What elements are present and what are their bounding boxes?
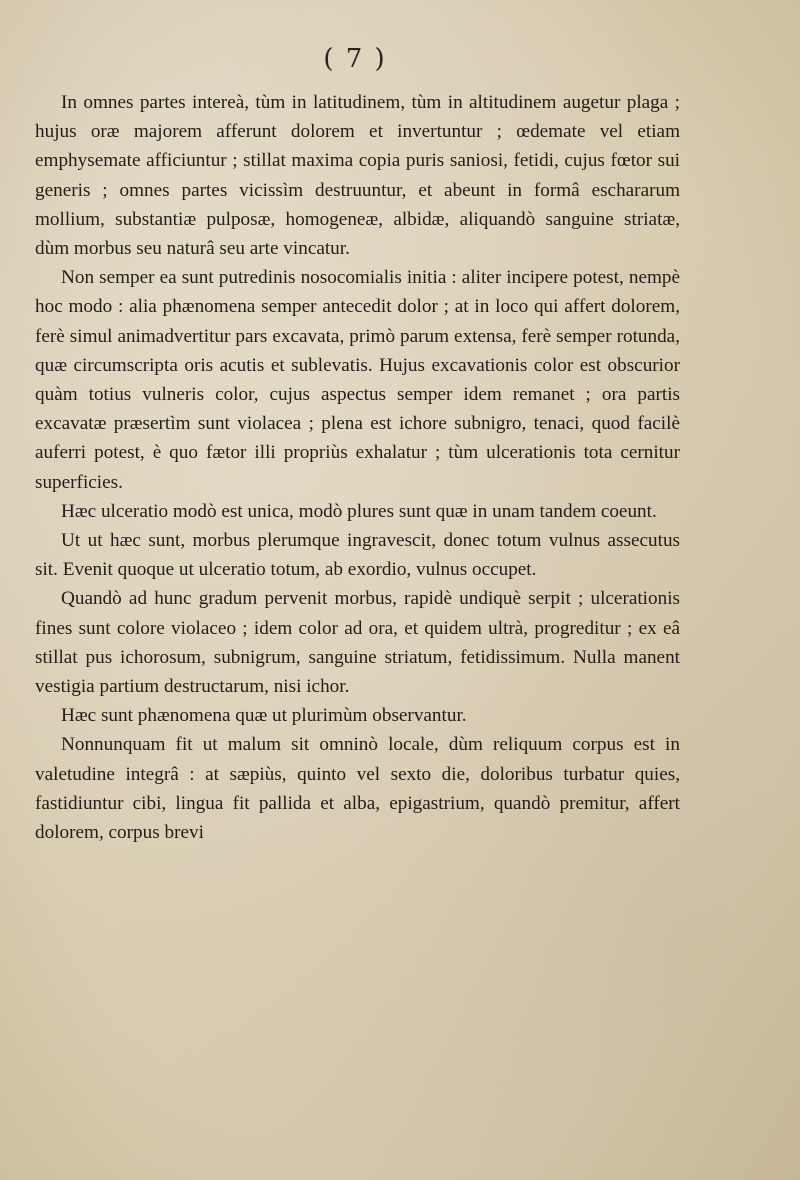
paragraph-4: Ut ut hæc sunt, morbus plerumque ingravescit, donec totum vulnus assecutus sit. Evenit quoque ut ulceratio totum, ab exordio, vulnus occupet. bbox=[35, 530, 680, 581]
paragraph-2: Non semper ea sunt putredinis nosocomialis initia : aliter incipere potest, nempè hoc modo : alia phænomena semper antecedit dolor ; at in loco qui affert dolorem, ferè simul animadvertitur pars excavata, primò parum extensa, ferè semper rotunda, quæ circumscripta oris acutis et sublevatis. Hujus excavationis color est obscurior quàm totius vulneris color, cujus aspectus semper idem remanet ; ora partis excavatæ præsertìm sunt violacea ; plena est ichore subnigro, tenaci, quod facilè auferri potest, è quo fætor illi propriùs exhalatur ; tùm ulcerationis tota cernitur superficies. bbox=[35, 267, 680, 493]
paragraph-6: Hæc sunt phænomena quæ ut plurimùm observantur. bbox=[61, 705, 467, 727]
paragraph-7: Nonnunquam fit ut malum sit omninò locale, dùm reliquum corpus est in valetudine integrâ : at sæpiùs, quinto vel sexto die, doloribus turbatur quies, fastidiuntur cibi, lingua fit pallida et alba, epigastrium, quandò premitur, affert dolorem, corpus brevi bbox=[35, 734, 680, 844]
page-number: ( 7 ) bbox=[323, 44, 387, 74]
body-text bbox=[35, 88, 680, 847]
paragraph-5: Quandò ad hunc gradum pervenit morbus, rapidè undiquè serpit ; ulcerationis fines sunt colore violaceo ; idem color ad ora, et quidem ultrà, progreditur ; ex eâ stillat pus ichorosum, subnigrum, sanguine striatum, fetidissimum. Nulla manent vestigia partium destructarum, nisi ichor. bbox=[35, 588, 680, 698]
paragraph-3: Hæc ulceratio modò est unica, modò plures sunt quæ in unam tandem coeunt. bbox=[61, 500, 657, 522]
paragraph-1: In omnes partes intereà, tùm in latitudinem, tùm in altitudinem augetur plaga ; hujus oræ majorem afferunt dolorem et invertuntur ; œdemate vel etiam emphysemate afficiuntur ; stillat maxima copia puris saniosi, fetidi, cujus fœtor sui generis ; omnes partes vicissìm destruuntur, et abeunt in formâ eschararum mollium, substantiæ pulposæ, homogeneæ, albidæ, aliquandò sanguine striatæ, dùm morbus seu naturâ seu arte vincatur. bbox=[35, 92, 680, 260]
